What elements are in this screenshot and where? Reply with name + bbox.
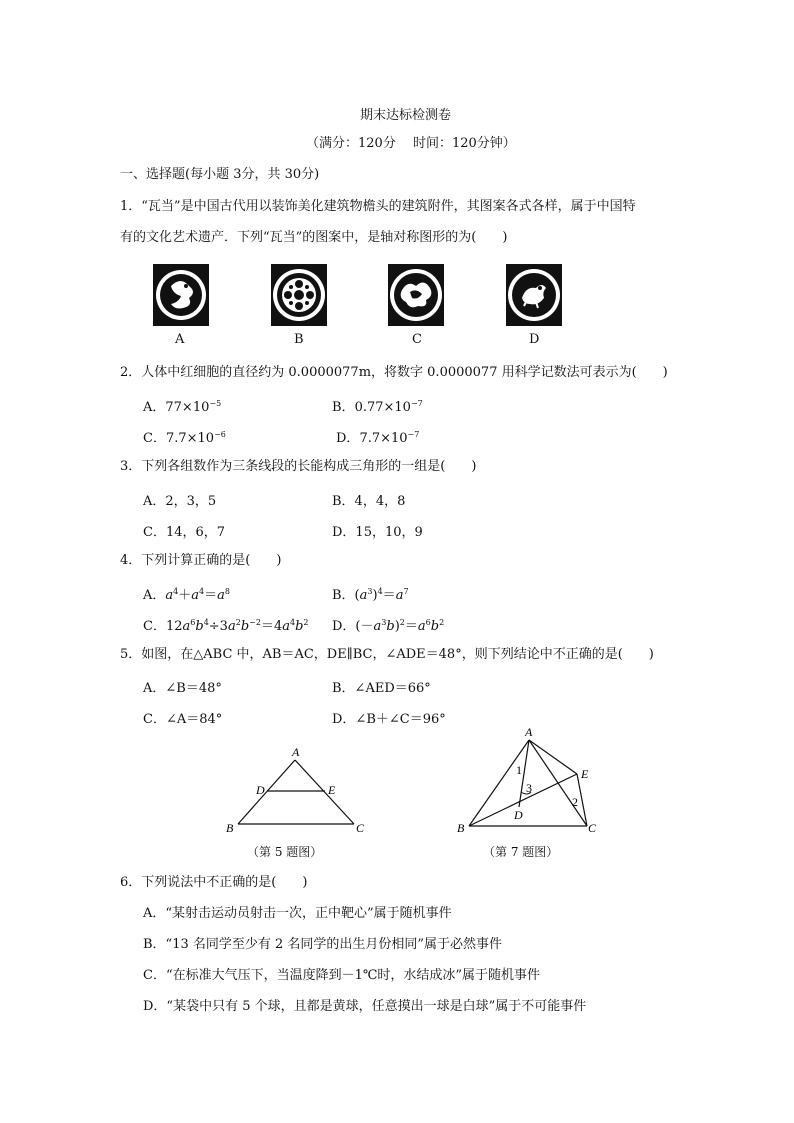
- fig7-caption: （第 7 题图）: [483, 845, 559, 859]
- q2-option-c: C．$7.7\times 10^{-6}$: [143, 430, 226, 446]
- tile-label-a: A: [175, 332, 185, 347]
- tile-d-image: [506, 264, 562, 326]
- fig5-label-b: B: [226, 821, 234, 835]
- fig7-label-d: D: [514, 808, 523, 822]
- q5-stem: 5．如图，在△ABC 中，AB＝AC，DE∥BC，∠ADE＝48°，则下列结论中不正确的是( ): [120, 647, 654, 662]
- tile-label-b: B: [294, 332, 304, 347]
- q1-stem-line1: 1．“瓦当”是中国古代用以装饰美化建筑物檐头的建筑附件，其图案各式各样，属于中国特: [120, 199, 636, 214]
- figure-5: [220, 740, 380, 840]
- figure-7: [455, 728, 615, 840]
- tile-b-image: [271, 264, 327, 326]
- q6-option-c: C．“在标准大气压下，当温度降到－1℃时，水结成冰”属于随机事件: [143, 968, 541, 983]
- q3-stem: 3．下列各组数作为三条线段的长能构成三角形的一组是( ): [120, 459, 477, 474]
- q4-stem: 4．下列计算正确的是( ): [120, 553, 282, 568]
- fig7-angle-3: 3: [526, 781, 532, 795]
- q1-stem-line2: 有的文化艺术遗产．下列“瓦当”的图案中，是轴对称图形的为( ): [120, 230, 508, 245]
- fig7-label-e: E: [581, 767, 589, 781]
- fig7-line-ae: [529, 740, 577, 774]
- tile-c-image: [388, 264, 444, 326]
- q2-stem: 2．人体中红细胞的直径约为 0.0000077m，将数字 0.0000077 用科学记数法可表示为( ): [120, 365, 668, 380]
- exam-info: （满分：120分 时间：120分钟）: [306, 136, 516, 151]
- q2-option-b: B．$0.77\times 10^{-7}$: [332, 399, 423, 415]
- q5-option-a: A．∠B＝48°: [143, 681, 222, 696]
- tile-label-d: D: [529, 332, 540, 347]
- tile-label-c: C: [412, 332, 422, 347]
- fig7-label-b: B: [457, 821, 465, 835]
- q5-option-b: B．∠AED＝66°: [332, 681, 431, 696]
- fig5-label-e: E: [328, 783, 336, 797]
- q4-option-a: A．$a^4+a^4=a^8$: [143, 587, 230, 603]
- q6-stem: 6．下列说法中不正确的是( ): [120, 875, 308, 890]
- q6-option-a: A．“某射击运动员射击一次，正中靶心”属于随机事件: [143, 906, 452, 921]
- q3-option-c: C．14，6，7: [143, 525, 226, 540]
- fig5-side-ab: [238, 760, 295, 824]
- fig7-angle-1: 1: [516, 763, 522, 777]
- fig5-label-c: C: [356, 821, 365, 835]
- fig7-angle-2: 2: [572, 795, 578, 809]
- tile-a-image: [153, 264, 209, 326]
- q5-option-c: C．∠A＝84°: [143, 712, 223, 727]
- section-heading: 一、选择题(每小题 3分，共 30分): [120, 167, 320, 182]
- fig5-caption: （第 5 题图）: [247, 845, 323, 859]
- q3-option-d: D．15，10，9: [332, 525, 423, 540]
- q4-option-b: B．$(a^3)^4=a^7$: [332, 587, 409, 603]
- q3-option-b: B．4，4，8: [332, 494, 406, 509]
- q4-option-c: C．$12a^6b^4\div 3a^2b^{-2}=4a^4b^2$: [143, 618, 309, 634]
- q2-option-d: D．$7.7\times 10^{-7}$: [336, 430, 420, 446]
- page-title: 期末达标检测卷: [360, 108, 452, 123]
- fig5-side-ac: [295, 760, 354, 824]
- fig7-label-c: C: [588, 821, 597, 835]
- q4-option-d: D．$(-a^3b)^2=a^6b^2$: [332, 618, 445, 634]
- q6-option-d: D．“某袋中只有 5 个球，且都是黄球，任意摸出一球是白球”属于不可能事件: [143, 999, 587, 1014]
- q5-option-d: D．∠B＋∠C＝96°: [332, 712, 446, 727]
- q2-option-a: A．$77\times 10^{-5}$: [143, 399, 222, 415]
- q3-option-a: A．2，3，5: [143, 494, 217, 509]
- fig5-label-d: D: [256, 783, 265, 797]
- fig5-label-a: A: [292, 745, 300, 759]
- fig7-label-a: A: [525, 728, 533, 739]
- q6-option-b: B．“13 名同学至少有 2 名同学的出生月份相同”属于必然事件: [143, 937, 503, 952]
